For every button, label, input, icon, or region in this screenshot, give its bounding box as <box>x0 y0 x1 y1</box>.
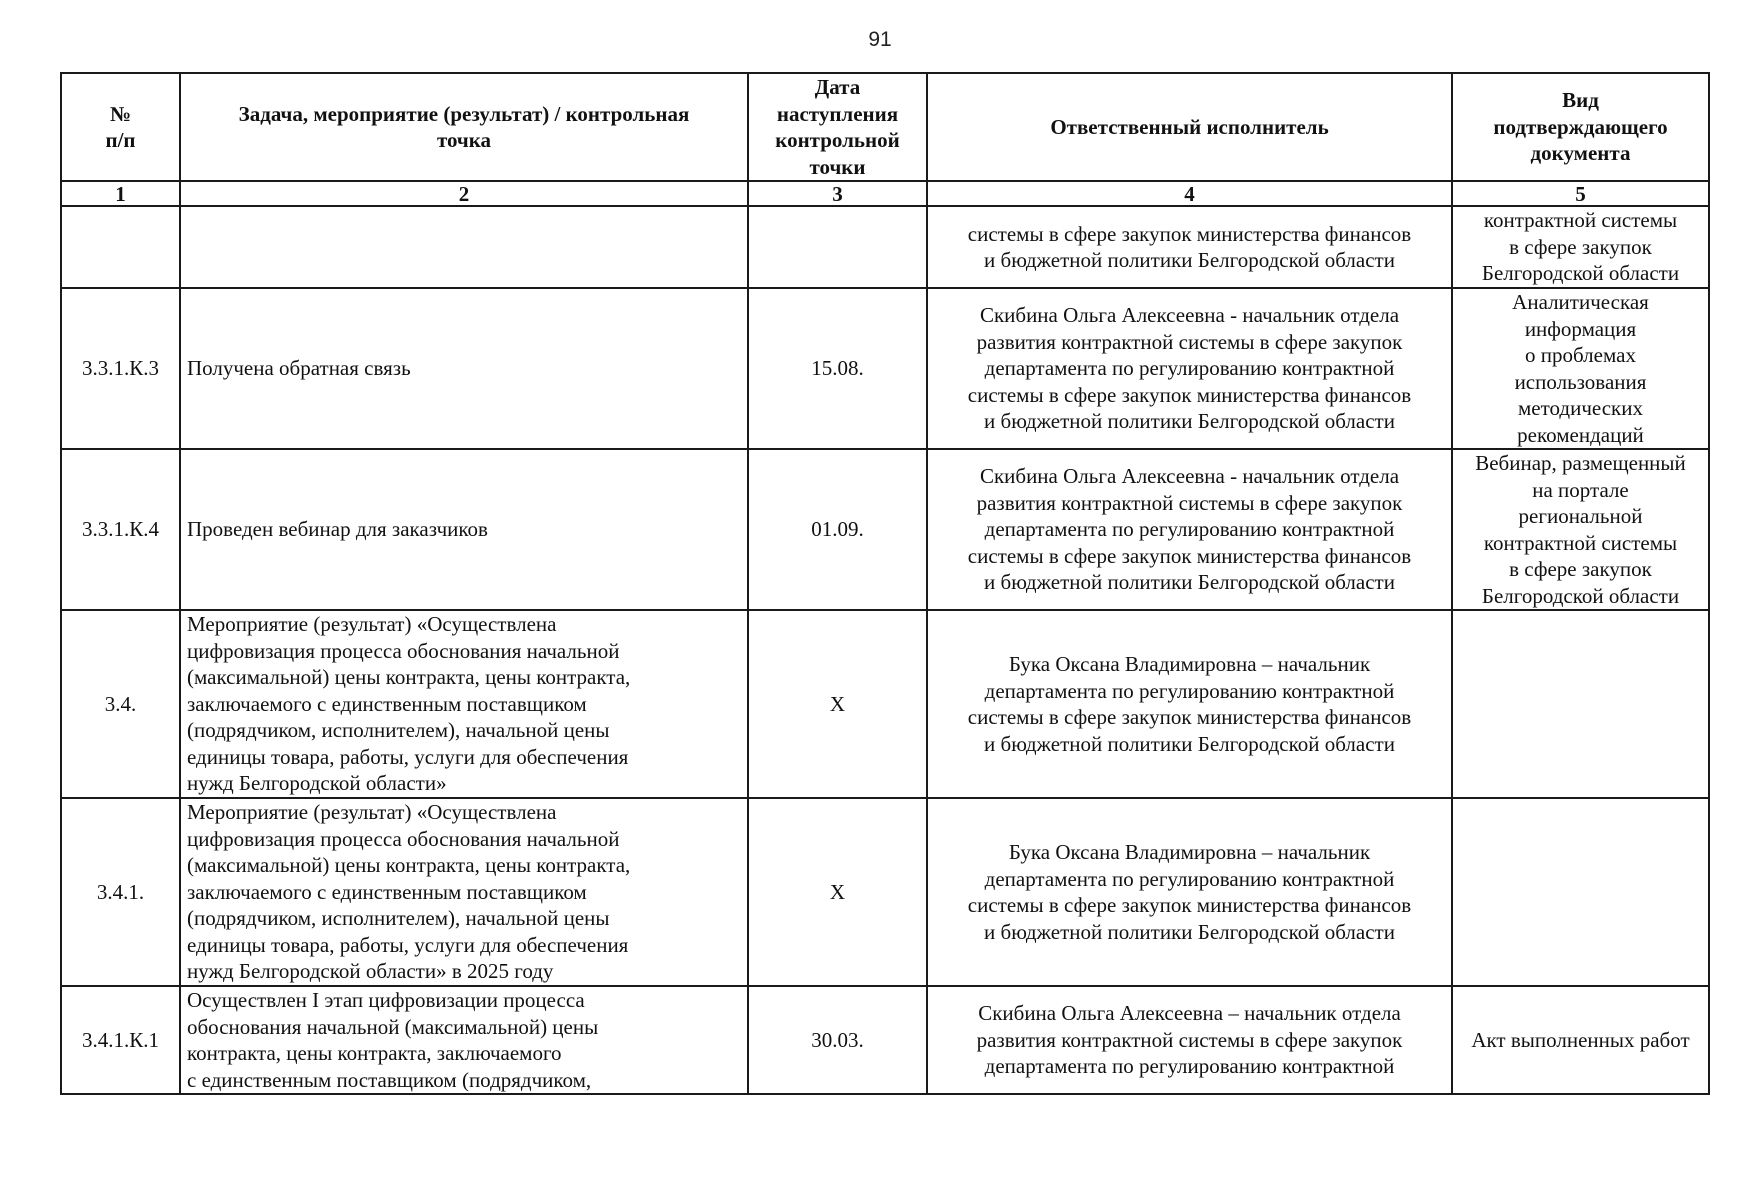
row-date: Х <box>748 610 927 798</box>
row-number <box>61 206 180 288</box>
row-task <box>180 206 748 288</box>
row-date: 15.08. <box>748 288 927 449</box>
header-row <box>61 73 1709 181</box>
column-number: 1 <box>61 181 180 206</box>
row-task: Мероприятие (результат) «Осуществлена цифровизация процесса обоснования начальной (максимальной) цены контракта, цены контракта, заключаемого с единственным поставщиком (подрядчиком, исполнителем), начальной цены единицы товара, работы, услуги для обеспечения нужд Белгородской области» <box>180 610 748 798</box>
row-document: Аналитическая информация о проблемах использования методических рекомендаций <box>1452 288 1709 449</box>
table-row <box>61 206 1709 288</box>
row-number: 3.4. <box>61 610 180 798</box>
row-executor: Скибина Ольга Алексеевна - начальник отдела развития контрактной системы в сфере закупок департамента по регулированию контрактной системы в сфере закупок министерства финансов и бюджетной политики Белгородской области <box>927 449 1452 610</box>
row-document: Вебинар, размещенный на портале региональной контрактной системы в сфере закупок Белгородской области <box>1452 449 1709 610</box>
row-task: Проведен вебинар для заказчиков <box>180 449 748 610</box>
column-number: 3 <box>748 181 927 206</box>
table-row <box>61 986 1709 1094</box>
table-row <box>61 610 1709 798</box>
row-date: 30.03. <box>748 986 927 1094</box>
row-document: контрактной системы в сфере закупок Белгородской области <box>1452 206 1709 288</box>
row-task: Осуществлен I этап цифровизации процесса обоснования начальной (максимальной) цены контракта, цены контракта, заключаемого с единственным поставщиком (подрядчиком, <box>180 986 748 1094</box>
row-executor: Бука Оксана Владимировна – начальник департамента по регулированию контрактной системы в сфере закупок министерства финансов и бюджетной политики Белгородской области <box>927 610 1452 798</box>
row-number: 3.3.1.К.4 <box>61 449 180 610</box>
row-date <box>748 206 927 288</box>
row-task: Получена обратная связь <box>180 288 748 449</box>
column-number: 5 <box>1452 181 1709 206</box>
row-task: Мероприятие (результат) «Осуществлена цифровизация процесса обоснования начальной (максимальной) цены контракта, цены контракта, заключаемого с единственным поставщиком (подрядчиком, исполнителем), начальной цены единицы товара, работы, услуги для обеспечения нужд Белгородской области» в 2025 году <box>180 798 748 986</box>
table-row <box>61 798 1709 986</box>
row-date: Х <box>748 798 927 986</box>
row-executor: Скибина Ольга Алексеевна - начальник отдела развития контрактной системы в сфере закупок департамента по регулированию контрактной системы в сфере закупок министерства финансов и бюджетной политики Белгородской области <box>927 288 1452 449</box>
row-number: 3.3.1.К.3 <box>61 288 180 449</box>
row-number: 3.4.1. <box>61 798 180 986</box>
column-number: 2 <box>180 181 748 206</box>
row-date: 01.09. <box>748 449 927 610</box>
column-number: 4 <box>927 181 1452 206</box>
plan-table <box>60 72 1710 1095</box>
row-document <box>1452 798 1709 986</box>
header-number: № п/п <box>61 73 180 181</box>
column-numbers-row <box>61 181 1709 206</box>
row-number: 3.4.1.К.1 <box>61 986 180 1094</box>
header-date: Дата наступления контрольной точки <box>748 73 927 181</box>
header-task: Задача, мероприятие (результат) / контрольная точка <box>180 73 748 181</box>
row-document <box>1452 610 1709 798</box>
page-number: 91 <box>868 28 892 51</box>
table-row <box>61 449 1709 610</box>
header-document: Вид подтверждающего документа <box>1452 73 1709 181</box>
header-executor: Ответственный исполнитель <box>927 73 1452 181</box>
table-row <box>61 288 1709 449</box>
row-executor: Бука Оксана Владимировна – начальник департамента по регулированию контрактной системы в сфере закупок министерства финансов и бюджетной политики Белгородской области <box>927 798 1452 986</box>
row-executor: Скибина Ольга Алексеевна – начальник отдела развития контрактной системы в сфере закупок департамента по регулированию контрактной <box>927 986 1452 1094</box>
row-document: Акт выполненных работ <box>1452 986 1709 1094</box>
row-executor: системы в сфере закупок министерства финансов и бюджетной политики Белгородской области <box>927 206 1452 288</box>
